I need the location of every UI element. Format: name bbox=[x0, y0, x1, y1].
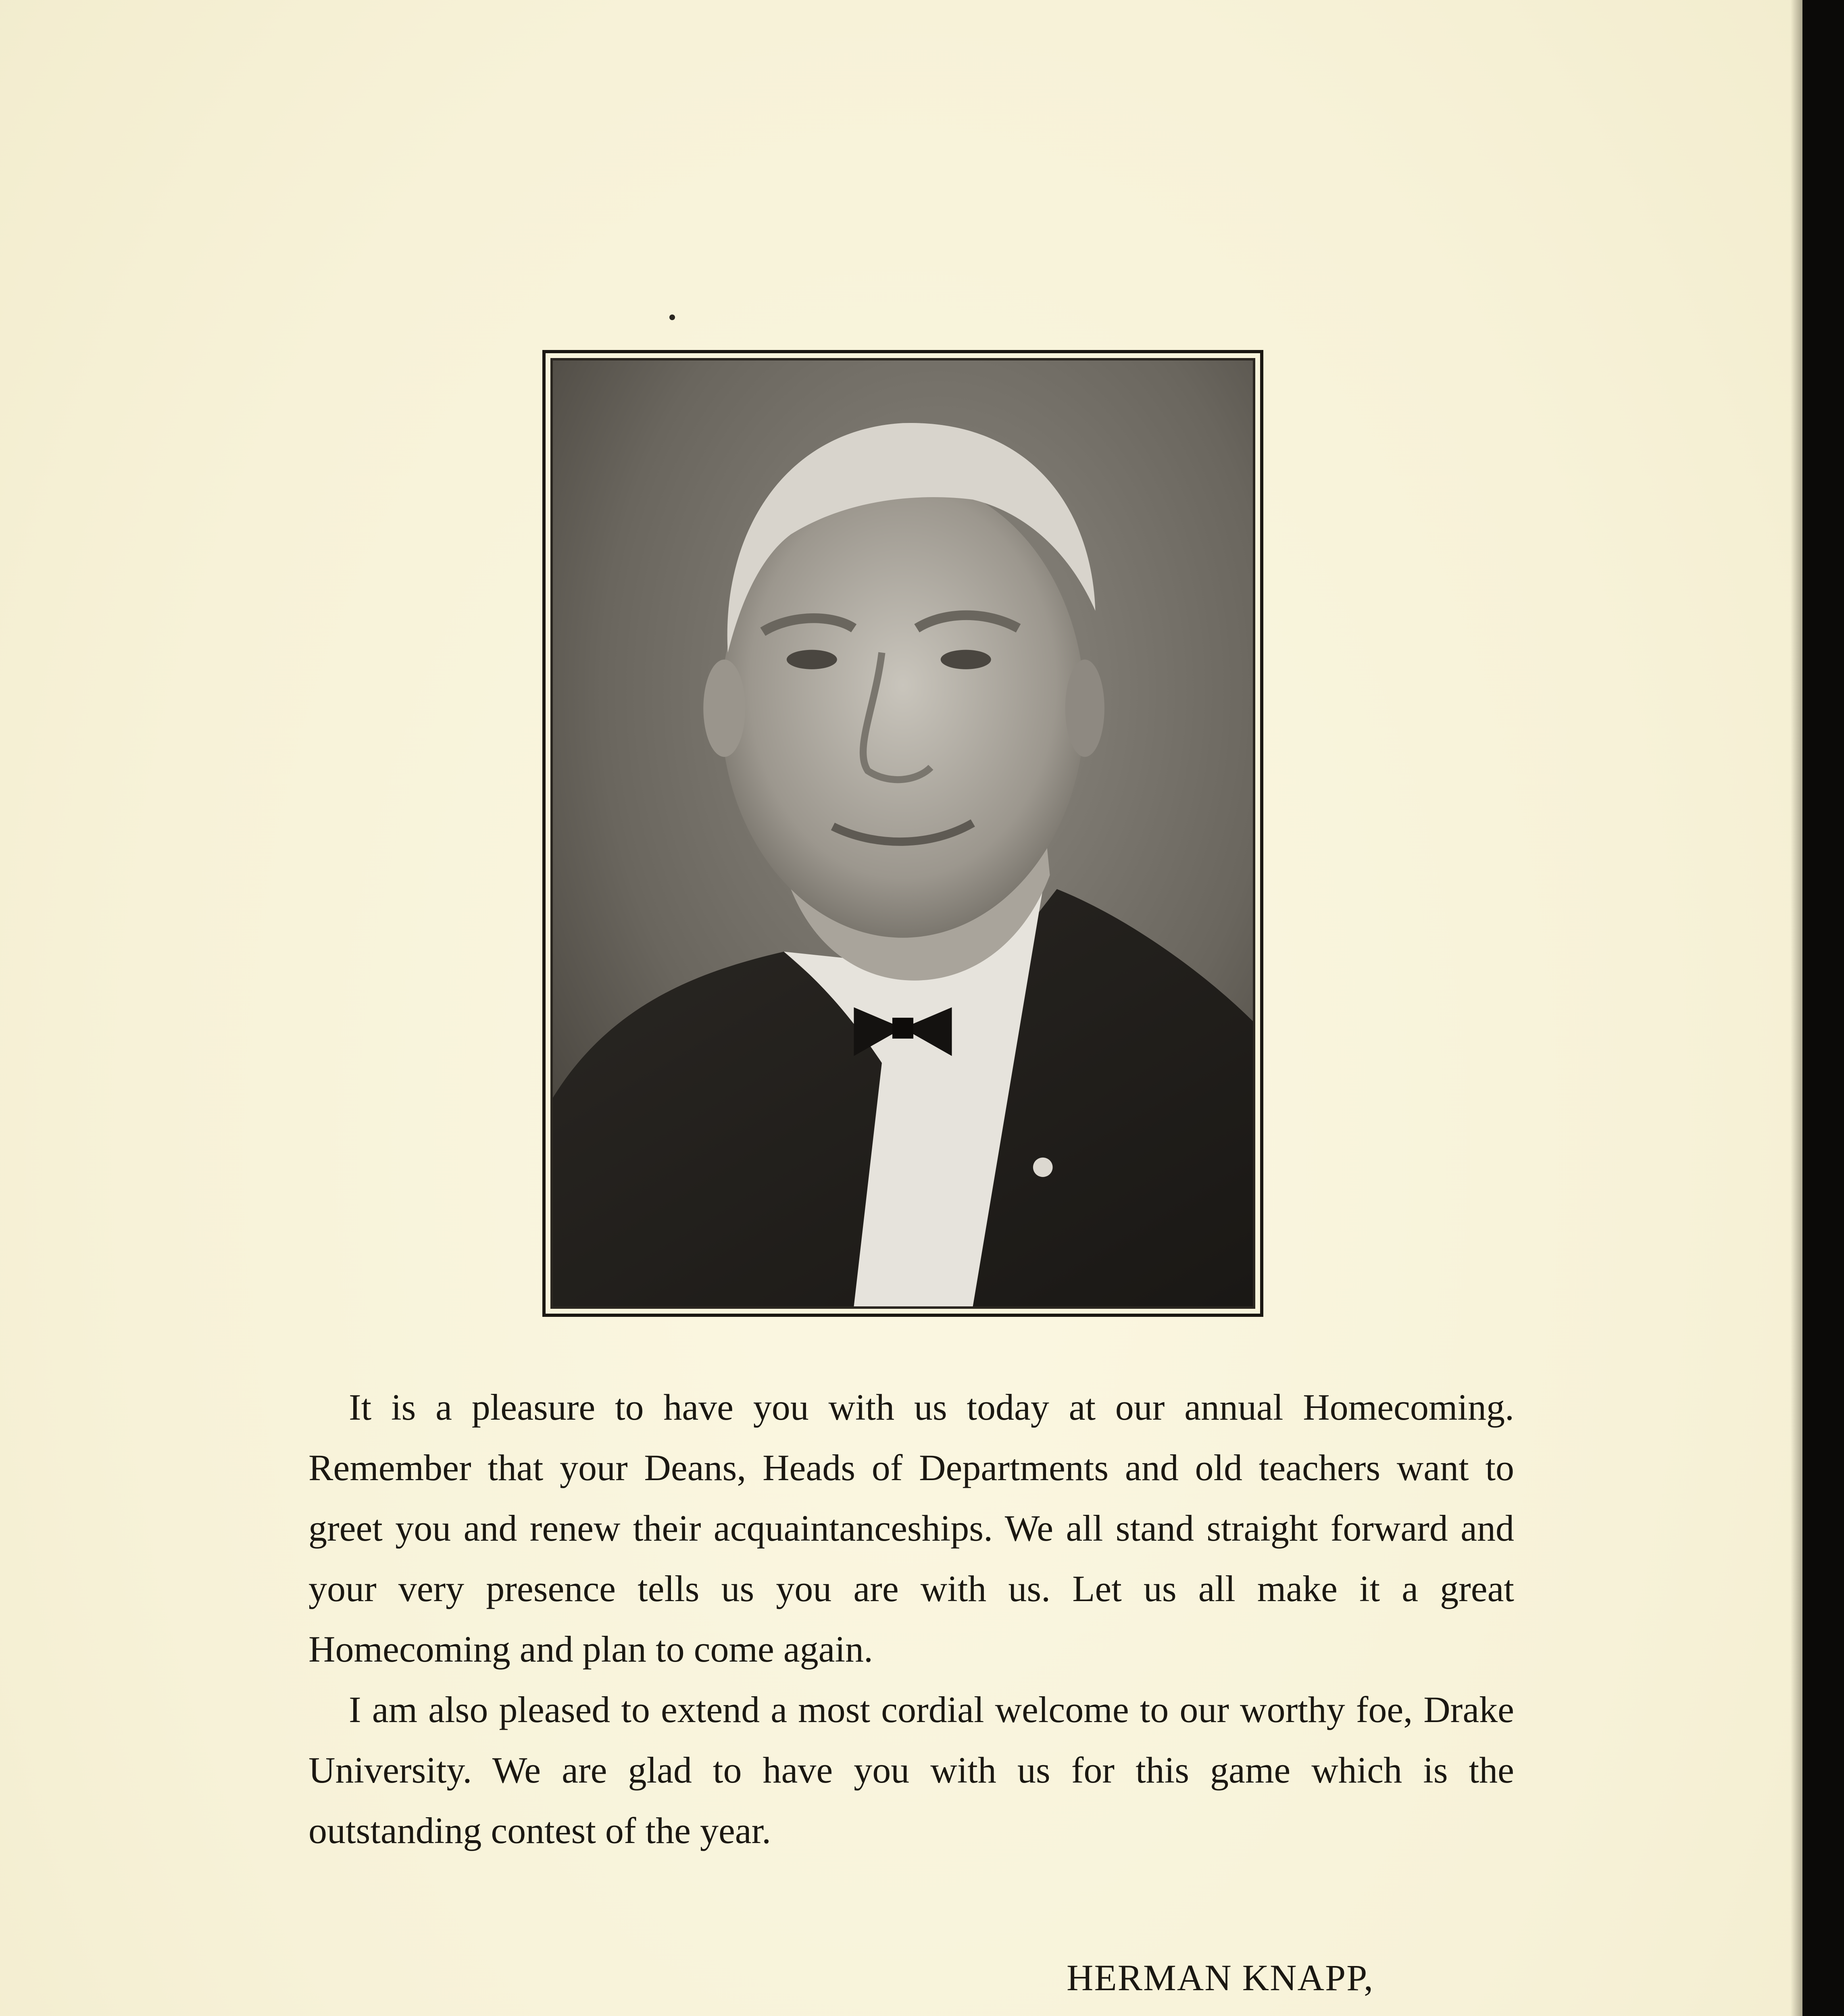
letter-paragraph-1: It is a pleasure to have you with us today at our annual Homecoming. Remember that your Deans, Heads of Departments and old teachers want to greet you and renew their acquaintanceships. We all stand straight forward and your very presence tells us you are with us. Let us all make it a great Homecoming and plan to come again. bbox=[308, 1387, 1514, 1670]
welcome-letter bbox=[308, 1377, 1514, 1861]
page-edge-shadow bbox=[1790, 0, 1802, 2016]
portrait-image bbox=[553, 360, 1253, 1306]
letter-paragraph-2: I am also pleased to extend a most cordial welcome to our worthy foe, Drake University. We are glad to have you with us for this game which is the outstanding contest of the year. bbox=[308, 1689, 1514, 1851]
signatory-title bbox=[1188, 2008, 1454, 2016]
signatory-name: HERMAN KNAPP, bbox=[1067, 1957, 1374, 1998]
ink-speck bbox=[669, 314, 675, 320]
portrait-frame bbox=[542, 350, 1263, 1317]
portrait-photo bbox=[550, 358, 1255, 1309]
